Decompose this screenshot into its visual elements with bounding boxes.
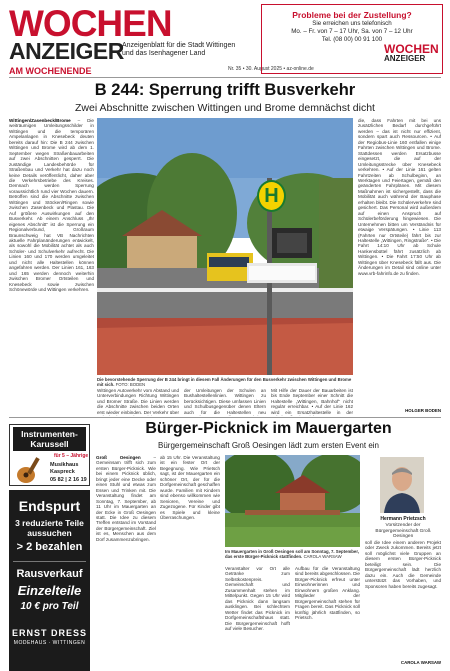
delivery-help-box [261, 4, 443, 74]
music-ad-shop: Musikhaus Kaspreck [50, 462, 79, 475]
second-dateline: Groß Oesingen [96, 455, 141, 460]
lead-author: HOLGER BODEN [405, 408, 441, 413]
sale-einzelteile: Einzelteile [17, 583, 82, 598]
lead-dateline: Wittingen/Zasenbeck/Brome [9, 118, 71, 123]
lead-column-1 [9, 118, 94, 414]
music-shop-ad [9, 424, 90, 486]
mini-logo [384, 44, 440, 63]
sale-line-1: 3 reduzierte Teile aussuchen [15, 518, 84, 538]
lead-photo-caption-text: Die bevorstehende Sperrung der B 244 bringt in diesem Fall Änderungen für den Busverkehr zwischen Wittingen und Brome mit sich. [97, 377, 352, 388]
garden-photo-caption [225, 549, 360, 559]
sale-rausverkauf: Rausverkauf [16, 568, 83, 580]
lead-photo-credit: FOTO: BODEN [115, 382, 146, 388]
help-phone: Tel. (08 00) 00 91 100 [321, 36, 383, 43]
help-line-2: Mo. – Fr. von 7 – 17 Uhr, Sa. von 7 – 12 Uhr [291, 28, 413, 35]
issue-info: Nr. 35 • 30. August 2025 • az-online.de [228, 66, 314, 72]
mini-logo-top: WOCHEN [384, 42, 439, 56]
guitar-icon [14, 455, 48, 485]
second-subheadline: Bürgergemeinschaft Groß Oesingen lädt zum ersten Event ein [158, 441, 379, 450]
help-line-1: Sie erreichen uns telefonisch [312, 20, 392, 27]
edition-label: AM WOCHENENDE [9, 66, 92, 76]
lead-column-2: Wittingen Autoverkehr vom Abstand und Unterverbindungen Richtung Wittingen und Bromer Straße. Die Linien werden die Abschnitte zwischen beiden Orten erst wieder einbinden. Der Verkehr über [97, 388, 179, 415]
music-ad-phone: 05 82 | 2 16 19 [50, 477, 87, 483]
second-headline: Bürger-Picknick im Mauergarten [145, 420, 392, 437]
garden-caption-text: Im Mauergarten in Groß Oesingen soll am Sonntag, 7. September, das erste Bürger-Picknick stattfinden. [225, 549, 359, 560]
logo-anzeiger: ANZEIGER [9, 38, 124, 64]
lead-photo [97, 118, 353, 375]
portrait-caption: Vorsitzender der Bürgergemeinschaft Groß Oesingen [375, 523, 431, 540]
fashion-brand: ERNST DRESS [11, 628, 87, 638]
advertisement-column [9, 422, 90, 671]
lead-subheadline: Zwei Abschnitte zwischen Wittingen und Brome demnächst dicht [75, 102, 375, 114]
sale-divider [13, 561, 86, 562]
lead-headline: B 244: Sperrung trifft Busverkehr [94, 81, 356, 99]
lead-col1-text: – Die weiträumigen Umleitungsschilder in Wittingen und die temporären Ampelanlagen in Knesebeck deuten bereits darauf hin: Die B 244 zwischen Wittingen und Brome wird ab dem 1. September wegen Straßenbauarbeiten auf zwei Abschnitten gesperrt. Die zuständige Landesbehörde für Straßenbau und Verkehr hat dazu noch keine Details veröffentlicht, daher aber die Verkehrsbetriebe des Kreises. Demnach werden Sperrung voraussichtlich rund vier Wochen dauern. Betroffen sind die Abschnitte zwischen Wittingen und Stöcken/Ringen sowie zwischen Zasenbeck und Plastau. Die Auf größere Auswirkungen auf den Busverkehr. Ab einem Anschluss „Ihr eigenes Abschnitt“ ist die Sperrung ein Regionalverbund, Großraum Braunschweig hat VB Nachrichten aktuelle Fahrplanänderungen entwickelt, als sowohl die Mobilität achtet als auch Schüler- und Schulverkehr aufrecht. Die Linien 160 und 170 werden umgeleitet und nicht alle Haltestellen können angefahren werden. Der Linien 161, 163 und 165 werden dennoch weiterhin zwischen Bromer Ortsteilen und Knesebeck sowie zwischen Schönewörde und Wittingen verkehren. [9, 118, 94, 293]
music-ad-subbadge: für 5 – Jährige [54, 453, 89, 459]
second-column-5: soll die Idee einem anderen Projekt oder Zweck zukommen. Bereits jetzt soll möglichst viele Gruppen an diesem ersten Bürger-Picknick beteiligt sein. Die Bürgergemeinschaft lädt herzlich dazu ein. Auch die Gemeinde unterstützt das Vorhaben, und Sponsoren haben bereits zugesagt. [365, 540, 441, 589]
fashion-brand-sub: MODEHAUS · WITTINGEN [13, 640, 86, 646]
bus-stop-illustration [97, 118, 353, 375]
second-author: CAROLA WARSAW [400, 660, 441, 665]
garden-photo-credit: CAROLA WARSAW [303, 554, 342, 560]
lead-photo-caption [97, 377, 353, 387]
help-title: Probleme bei der Zustellung? [292, 10, 412, 20]
mini-logo-bottom: ANZEIGER [384, 54, 426, 63]
lead-column-4: Mit Hilfe der Dauer der Bauarbeiten ist bis Ende September einer Schnitt die Haltestelle „Wittingen, Bahnhof“ nicht regulär erreichbar. • Auf der Linie 162 wird ein Ersatzhaltestelle in der [271, 388, 353, 415]
second-column-1 [96, 455, 156, 669]
fashion-sale-ad [9, 490, 90, 671]
section-rule [9, 417, 441, 418]
sale-endspurt: Endspurt [18, 498, 81, 514]
lead-column-5: die, dass Fahrten mit bei uns zusätzlichen Bedarf durchgeführt werden – das ist nicht nur effizient, sondern spart auch Ressourcen. • Auf der Regiobus-Linie 160 entfallen einige Fahrten zwischen Wittingen und Brome. Stattdessen werden Ersatzbusse eingesetzt, die auf der Umleitungsstrecke über Knesebeck verkehren. • Auf der Linie 161 gelten Fahrtzeiten ab Schulbeginn, an Werktagen und Feiertagen, gemäß den geänderten Fahrplänen. Mit diesem Maßnahmen ist sichergestellt, dass die Mobilität auch während der Bauphase erhalten bleibt. Die Schülerverkehre sind gesichert. Das Personal wird außerdem auf einen Anspruch auf Schülerbeförderung hingewiesen. Die Unternehmen bitten um Verständnis für etwaige Verspätungen. • Linie 113 (Fahrten nur Ortsteile) fährt bis zur Haltestelle „Wittingen, Ringstraße“. • Die Fahrt 14:10 Uhr ab Schule Hankensbüttel fährt zusätzlich ab Wittingen. • Die Fahrt 17:50 Uhr ab Wittingen über Knesebeck fällt aus. Die Änderungen im Detail sind online unter www.vrb-fahrinfo.de zu finden. [358, 118, 441, 276]
sale-price: 10 € pro Teil [20, 601, 79, 612]
second-column-3: Veranstalter vor Ort alle Getränke zum Selbstkostenpreis. Gemeinschaft und Zusammenhalt stehen im Mittelpunkt. Gegen 15 Uhr wird das Picknick dann langsam ausklingen. Bei schlechtem Wetter findet das Picknick im Dorfgemeinschaftshaus statt. Die Bürgergemeinschaft hofft auf viele Besucher. [225, 566, 290, 631]
music-ad-badge: Instrumenten-Karussell [13, 427, 86, 451]
logo-wochen: WOCHEN [9, 3, 172, 44]
second-column-2: ab 15 Uhr. Die Veranstaltung ist ein fester Ort der Begegnung. Wie Prietsch sagt, ist der Mauergarten ein schöner Ort, der für die Dorfgemeinschaft geschaffen wurde. Familien mit Kindern sind ebenso willkommen wie Senioren, Vereine und Zugezogene. Für Kinder gibt es Spiele und kleine Überraschungen. [160, 455, 220, 520]
sale-line-2: > 2 bezahlen [16, 541, 83, 553]
portrait-name: Hermann Prietzsch [380, 516, 426, 522]
second-col1-text: – Gemeinsam trifft sich zum ersten Bürger-Picknick. Wie bei einem Picknick üblich, bringt jeder eine Decke oder einen Stuhl und etwas zum Essen und Trinken mit. Die Veranstaltung findet am Sonntag, 7. September, ab 11 Uhr im Mauergarten an der Ecke in Groß Oesingen statt. Die Idee zu diesem Treffen entstand im Vorstand der Bürgergemeinschaft. Ziel ist es, Menschen aus dem Dorf zusammenzubringen. [96, 455, 156, 542]
garden-illustration [225, 455, 360, 547]
bus-stop-sign: H [257, 180, 286, 212]
portrait-photo [380, 457, 424, 513]
lead-column-3: der Umleitungen der Schulen an Bushaltestellenlinien. Wittingen zu berücksichtigen. Diese umfassen Linien und Schulbusgegenüber denen Eltern auch für die Haltestellen neu [184, 388, 266, 415]
garden-photo [225, 455, 360, 547]
masthead-rule [9, 77, 441, 78]
second-column-4: Aufbau für die Veranstaltung sind bereits abgeschlossen. Die Bürger-Picknick erfreut unter Einwohnerinnen und Einwohnern großen Anklang. Mitglieder der Bürgergemeinschaft stehen für Fragen bereit. Das Picknick soll künftig jährlich stattfinden, so Prietsch. [295, 566, 360, 621]
masthead-tagline: Anzeigenblatt für die Stadt Wittingen und das Isenhagener Land [122, 42, 236, 57]
portrait-illustration [380, 457, 424, 513]
